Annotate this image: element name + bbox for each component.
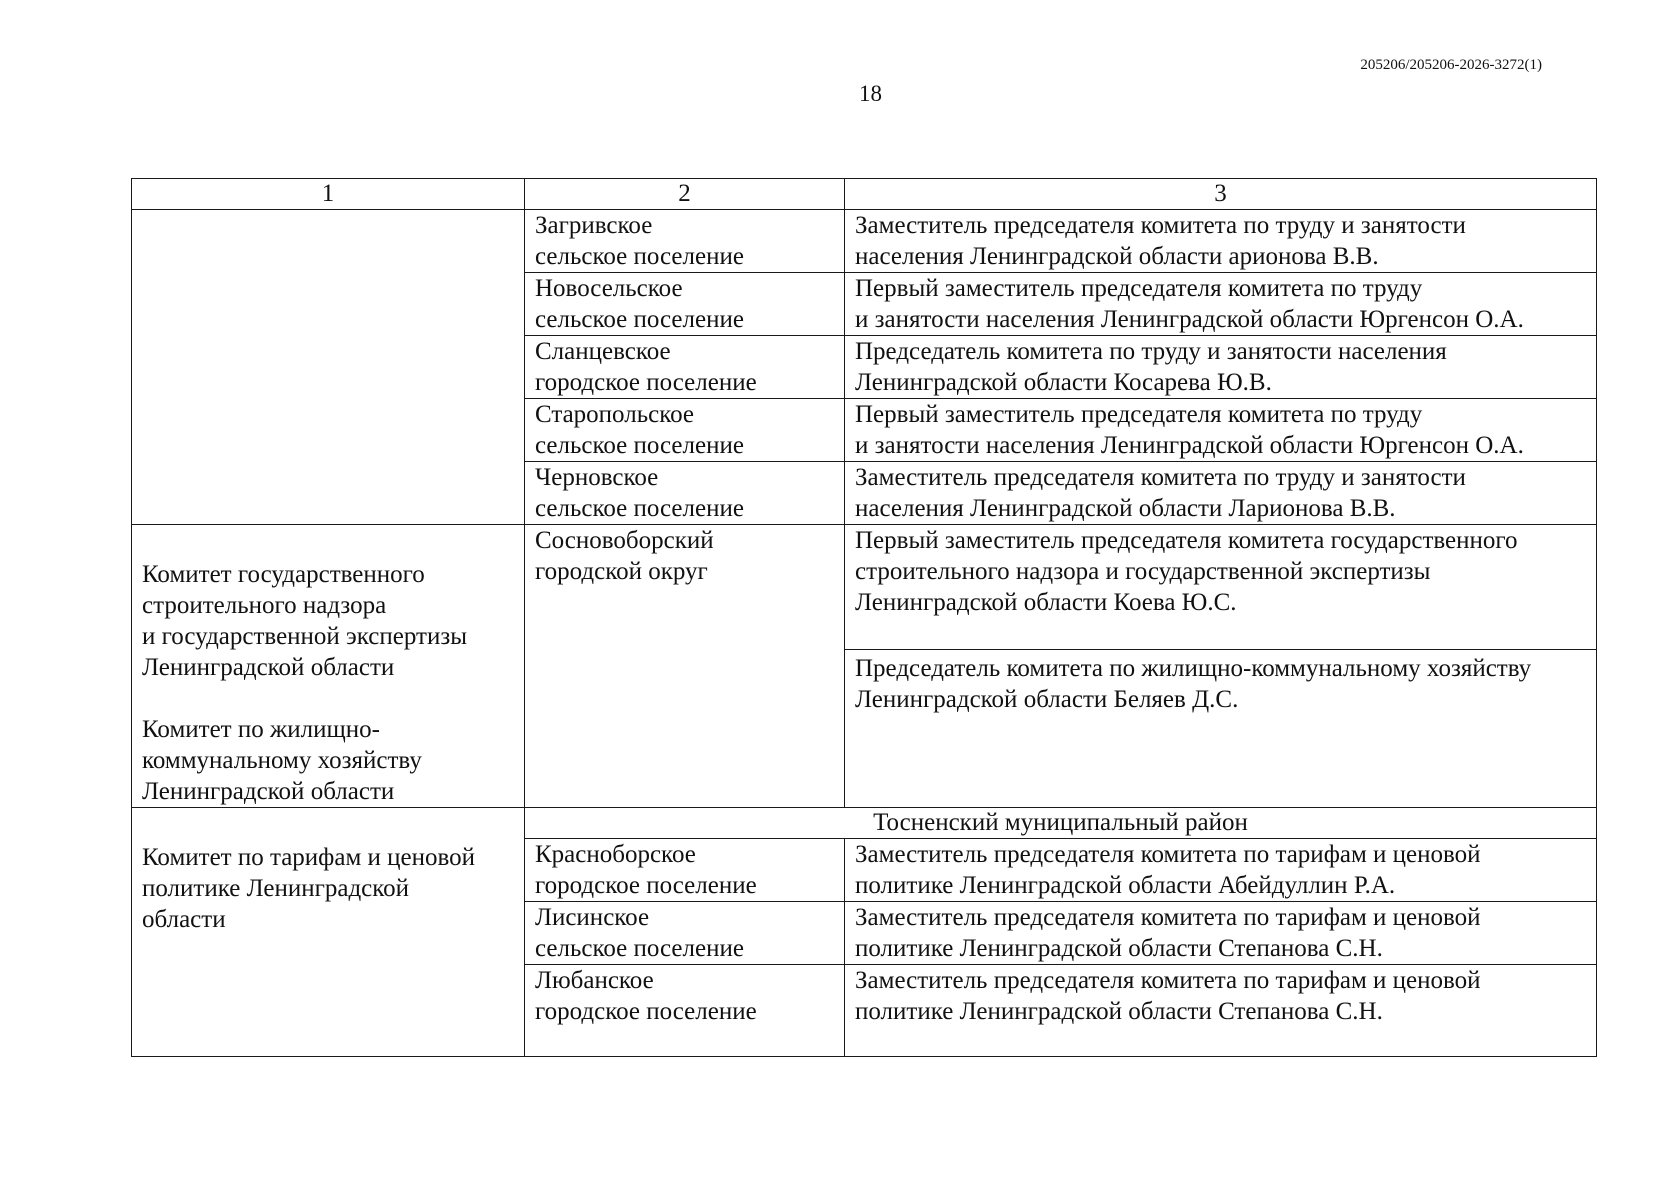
settlement-cell: Сланцевское городское поселение (525, 336, 845, 399)
official-cell: Заместитель председателя комитета по труду и занятости населения Ленинградской области арионова В.В. (845, 210, 1597, 273)
official-cell: Заместитель председателя комитета по тарифам и ценовой политике Ленинградской области Абейдуллин Р.А. (845, 839, 1597, 902)
settlement-cell: Любанское городское поселение (525, 965, 845, 1057)
column-header-1: 1 (132, 179, 525, 210)
district-title: Тосненский муниципальный район (525, 808, 1597, 839)
official-cell: Заместитель председателя комитета по тарифам и ценовой политике Ленинградской области Степанова С.Н. (845, 965, 1597, 1057)
settlement-cell: Новосельское сельское поселение (525, 273, 845, 336)
table-row (132, 210, 1597, 273)
committee-cell: Комитет по тарифам и ценовой политике Ленинградской области (132, 808, 525, 1057)
settlement-cell: Красноборское городское поселение (525, 839, 845, 902)
official-cell: Первый заместитель председателя комитета государственного строительного надзора и государственной экспертизы Ленинградской области Коева Ю.С. (855, 527, 1518, 616)
official-cell: Первый заместитель председателя комитета по труду и занятости населения Ленинградской области Юргенсон О.А. (845, 273, 1597, 336)
column-header-3: 3 (845, 179, 1597, 210)
column-header-2: 2 (525, 179, 845, 210)
header-row (132, 179, 1597, 210)
cell-divider (845, 649, 1596, 650)
official-cell: Председатель комитета по жилищно-коммунальному хозяйству Ленинградской области Беляев Д.С. (855, 655, 1532, 713)
official-cell: Первый заместитель председателя комитета по труду и занятости населения Ленинградской области Юргенсон О.А. (845, 399, 1597, 462)
official-cell: Председатель комитета по труду и занятости населения Ленинградской области Косарева Ю.В. (845, 336, 1597, 399)
table-row (132, 525, 1597, 808)
settlement-cell: Черновское сельское поселение (525, 462, 845, 525)
settlement-cell: Загривское сельское поселение (525, 210, 845, 273)
page-number: 18 (859, 81, 882, 106)
assignment-table (131, 178, 1597, 1057)
settlement-cell: Лисинское сельское поселение (525, 902, 845, 965)
settlement-cell: Сосновоборский городской округ (525, 525, 845, 808)
official-cell: Заместитель председателя комитета по тарифам и ценовой политике Ленинградской области Степанова С.Н. (845, 902, 1597, 965)
district-row (132, 808, 1597, 839)
official-cell: Заместитель председателя комитета по труду и занятости населения Ленинградской области Ларионова В.В. (845, 462, 1597, 525)
document-id: 205206/205206-2026-3272(1) (1360, 57, 1542, 73)
empty-committee-cell (132, 210, 525, 525)
settlement-cell: Старопольское сельское поселение (525, 399, 845, 462)
official-cell-split (845, 525, 1597, 808)
committee-cell: Комитет государственного строительного надзора и государственной экспертизы Ленинградской области Комитет по жилищно- коммунальному хозяйству Ленинградской области (132, 525, 525, 808)
